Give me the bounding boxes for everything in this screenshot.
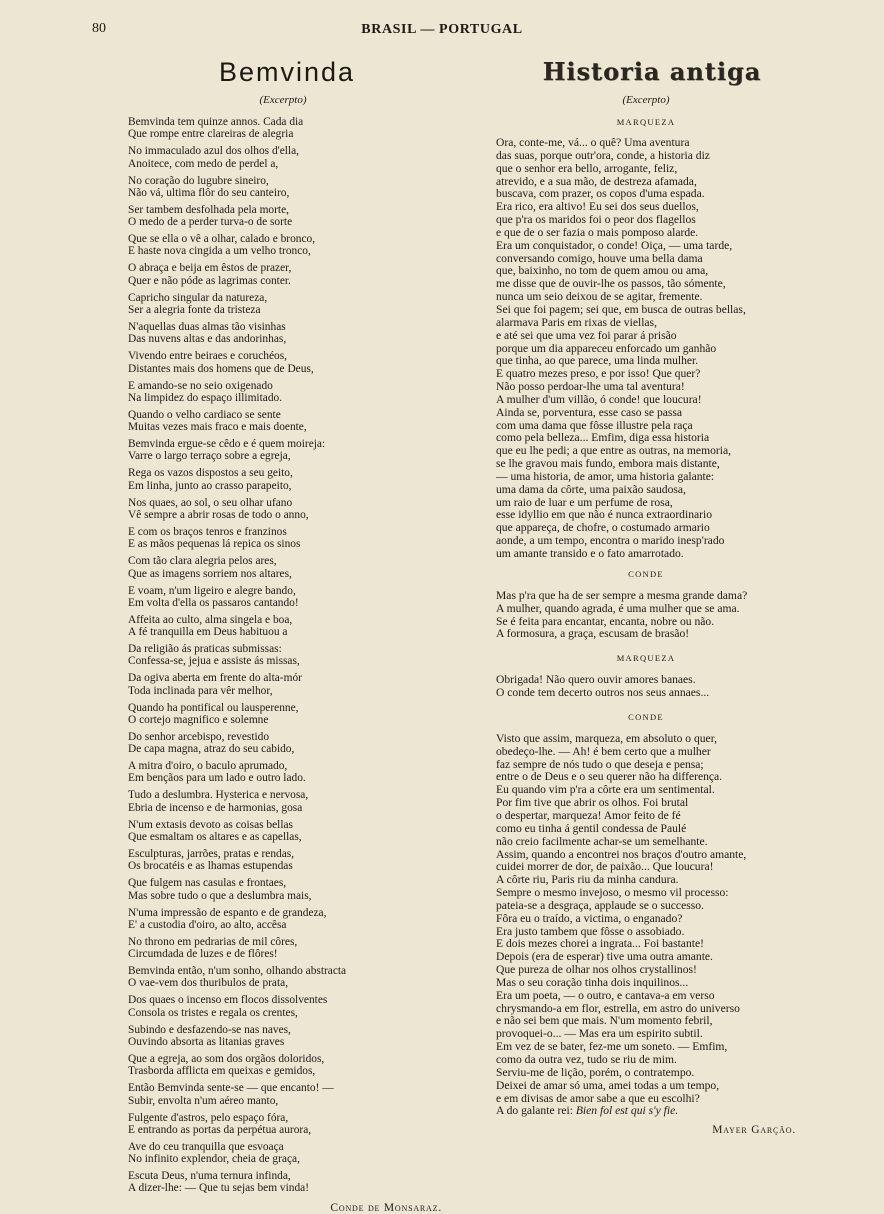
verse-line: Fôra eu o traído, a victima, o enganado?: [496, 911, 683, 925]
verse-line: se lhe gravou mais fundo, embora mais distante,: [496, 457, 720, 471]
verse-line: Capricho singular da natureza,: [128, 291, 268, 304]
stanza: [128, 994, 438, 1019]
stanza: [128, 702, 438, 727]
right-poem-column: [496, 56, 796, 1136]
verse-line: Em bençãos para um lado e outro lado.: [128, 772, 306, 785]
verse-line: Que fulgem nas casulas e frontaes,: [128, 877, 287, 890]
stanza: [128, 643, 438, 668]
verse-line: Ser a alegria fonte da tristeza: [128, 303, 261, 316]
verse-line: Mas o seu coração tinha dois inquilinos...: [496, 975, 689, 989]
verse-line: E quatro mezes preso, e por isso! Que quer?: [496, 367, 701, 381]
stanza: [128, 350, 438, 375]
verse-line: Quando ha pontifical ou lausperenne,: [128, 701, 299, 714]
verse-line: Então Bemvinda sente-se — que encanto! —: [128, 1082, 334, 1095]
stanza: [128, 965, 438, 990]
verse-line: Se é feita para encantar, encanta, nobre ou não.: [496, 614, 715, 628]
verse-line: obedeço-lhe. — Ah! é bem certo que a mulher: [496, 744, 711, 758]
verse-line: No coração do lugubre sineiro,: [128, 174, 269, 187]
verse-line: que tinha, ao que parece, uma linda mulher.: [496, 354, 699, 368]
verse-line: Deixei de amar só uma, amei todas a um tempo,: [496, 1078, 720, 1092]
verse-line: Subir, envolta n'um aéreo manto,: [128, 1094, 279, 1107]
verse-line: Circumdada de luzes e de flôres!: [128, 948, 278, 961]
verse-line: com uma dama que fôsse illustre pela raça: [496, 418, 693, 432]
verse-line: Era um conquistador, o conde! Oiça, — uma tarde,: [496, 238, 733, 252]
dialogue-block: [496, 137, 796, 561]
verse-line: A dizer-lhe: — Que tu sejas bem vinda!: [128, 1182, 310, 1195]
stanza: [128, 467, 438, 492]
verse-line: Vivendo entre beiraes e coruchéos,: [128, 350, 288, 363]
verse-line: O cortejo magnifico e solemne: [128, 713, 269, 726]
stanza: [128, 380, 438, 405]
verse-line: E dois mezes chorei a ingrata... Foi bastante!: [496, 937, 704, 951]
verse-line: Trasborda afflicta em queixas e gemidos,: [128, 1065, 316, 1078]
verse-line: como pela belleza... Emfim, diga essa historia: [496, 431, 710, 445]
verse-line: No infinito explendor, cheia de graça,: [128, 1153, 300, 1166]
verse-line: Bemvinda tem quinze annos. Cada dia: [128, 116, 304, 128]
right-poem-signature: Mayer Garção.: [712, 1124, 796, 1137]
verse-line: — uma historia, de amor, uma historia galante:: [496, 469, 715, 483]
verse-line: que, baixinho, no tom de quem amou ou ama,: [496, 264, 709, 278]
verse-line: que eu lhe pedi; a que entre as outras, na memoria,: [496, 444, 732, 458]
verse-line: N'uma impressão de espanto e de grandeza,: [128, 906, 327, 919]
stanza: [128, 1082, 438, 1107]
verse-line: Quando o velho cardiaco se sente: [128, 408, 281, 421]
verse-line: A do galante rei: Bien fol est qui s'y fie.: [496, 1104, 679, 1118]
stanza: [128, 409, 438, 434]
verse-line: provoquei-o... — Mas era um espirito subtil.: [496, 1027, 703, 1041]
verse-line: o despertar, marqueza! Amor feito de fé: [496, 808, 681, 822]
verse-line: Assim, quando a encontrei nos braços d'outro amante,: [496, 847, 747, 861]
verse-line: Não posso perdoar-lhe uma tal aventura!: [496, 380, 685, 394]
verse-line: entre o de Deus e o seu querer não ha differença.: [496, 770, 723, 784]
verse-line: No immaculado azul dos olhos d'ella,: [128, 145, 299, 158]
verse-line: Em volta d'ella os passaros cantando!: [128, 596, 299, 609]
verse-line: Serviu-me de lição, porém, o contratempo.: [496, 1065, 695, 1079]
verse-line: Ouvindo absorta as litanias graves: [128, 1036, 285, 1049]
verse-line: Toda inclinada para vêr melhor,: [128, 684, 273, 697]
verse-line: Visto que assim, marqueza, em absoluto o quer,: [496, 731, 717, 745]
verse-line: Bemvinda ergue-se cêdo e é quem moireja:: [128, 438, 326, 451]
verse-line: Ainda se, porventura, esse caso se passa: [496, 405, 683, 419]
verse-line: Esculpturas, jarrões, pratas e rendas,: [128, 848, 295, 861]
verse-line: não creio facilmente achar-se um semelhante.: [496, 834, 708, 848]
stanza: [128, 672, 438, 697]
stanza: [128, 526, 438, 551]
verse-line: Muitas vezes mais fraco e mais doente,: [128, 421, 307, 434]
verse-line: das suas, porque outr'ora, conde, a historia diz: [496, 148, 710, 162]
verse-line: como eu tinha á gentil condessa de Paulé: [496, 821, 687, 835]
verse-line: Era rico, era altivo! Eu sei dos seus duellos,: [496, 200, 699, 214]
verse-line: Na limpidez do espaço illimitado.: [128, 391, 283, 404]
stanza: [128, 1024, 438, 1049]
verse-line: E amando-se no seio oxigenado: [128, 379, 273, 392]
stanza: [128, 1053, 438, 1078]
verse-line: Depois (era de esperar) tive uma outra amante.: [496, 950, 713, 964]
verse-line: E com os braços tenros e franzinos: [128, 525, 287, 538]
verse-line: e até sei que uma vez foi parar á prisão: [496, 328, 677, 342]
verse-line: Em linha, junto ao crasso parapeito,: [128, 479, 292, 492]
page-number: 80: [92, 21, 106, 36]
verse-line: E' a custodia d'oiro, ao alto, accêsa: [128, 918, 287, 931]
verse-line: Que pureza de olhar nos olhos crystallinos!: [496, 963, 697, 977]
verse-line: E voam, n'um ligeiro e alegre bando,: [128, 584, 296, 597]
verse-line: e que de o ser fazia o mais pomposo alarde.: [496, 225, 699, 239]
dialogue-block: [496, 590, 796, 641]
running-head: BRASIL — PORTUGAL: [361, 22, 523, 37]
stanza: [128, 936, 438, 961]
verse-line: Da religião ás praticas submissas:: [128, 643, 282, 656]
verse-line: cuidei morrer de dor, de paixão... Que loucura!: [496, 860, 714, 874]
verse-line: Confessa-se, jejua e assiste ás missas,: [128, 655, 300, 668]
verse-line: alarmava Paris em rixas de viellas,: [496, 315, 657, 329]
verse-line: Dos quaes o incenso em flocos dissolventes: [128, 994, 328, 1007]
verse-line: Que a egreja, ao som dos orgãos doloridos,: [128, 1053, 325, 1065]
verse-line: conversando comigo, houve uma bella dama: [496, 251, 703, 265]
verse-line: E entrando as portas da perpétua aurora,: [128, 1123, 312, 1136]
left-poem-title: Bemvinda: [218, 57, 356, 87]
verse-line: me disse que de ouvir-lhe os passos, tão sómente,: [496, 277, 726, 291]
verse-line: Era um poeta, — o outro, e cantava-a em verso: [496, 988, 715, 1002]
verse-line: Da ogiva aberta em frente do alta-mór: [128, 672, 302, 685]
left-poem-signature: Conde de Monsaraz.: [330, 1201, 442, 1214]
stanza: [128, 321, 438, 346]
verse-line: Escuta Deus, n'uma ternura infinda,: [128, 1170, 291, 1183]
verse-line: Ave do ceu tranquilla que esvoaça: [128, 1140, 284, 1153]
stanza: [128, 116, 438, 141]
speaker-label: MARQUEZA: [616, 117, 676, 127]
verse-line: A formosura, a graça, escusam de brasão!: [496, 627, 690, 641]
verse-line: Sei que foi pagem; sei que, em busca de outras bellas,: [496, 302, 746, 316]
left-poem-subtitle: (Excerpto): [259, 94, 307, 106]
verse-line: Bemvinda então, n'um sonho, olhando abstracta: [128, 965, 347, 978]
stanza: [128, 614, 438, 639]
verse-line: Affeita ao culto, alma singela e boa,: [128, 613, 293, 626]
verse-line: Eu quando vim p'ra a côrte era um sentimental.: [496, 783, 715, 797]
stanza: [128, 1112, 438, 1137]
verse-line: Distantes mais dos homens que de Deus,: [128, 362, 314, 375]
verse-line: N'aquellas duas almas tão visinhas: [128, 320, 286, 333]
verse-line: buscava, com prazer, os copos d'uma espada.: [496, 187, 705, 201]
dialogue-block: [496, 674, 796, 700]
verse-line: Consola os tristes e regala os crentes,: [128, 1006, 298, 1019]
verse-line: faz sempre de nós tudo o que deseja e pensa;: [496, 757, 704, 771]
verse-line: pateia-se a desgraça, applaude se o successo.: [496, 898, 704, 912]
stanza: [128, 907, 438, 932]
stanza: [128, 848, 438, 873]
stanza: [128, 585, 438, 610]
verse-line: Sempre o mesmo invejoso, o mesmo vil processo:: [496, 886, 729, 900]
verse-line: Por fim tive que abrir os olhos. Foi brutal: [496, 796, 689, 810]
verse-line: Que se ella o vê a olhar, calado e bronco,: [128, 233, 316, 246]
left-poem-body: [128, 116, 438, 1195]
stanza: [128, 731, 438, 756]
verse-line: como da outra vez, tudo se riu de mim.: [496, 1053, 677, 1066]
verse-line: nunca um seio deixou de se agitar, fremente.: [496, 290, 703, 304]
verse-line: Que as imagens sorriem nos altares,: [128, 567, 292, 580]
stanza: [128, 292, 438, 317]
stanza: [128, 1170, 438, 1195]
verse-line: porque um dia appareceu enforcado um ganhão: [496, 341, 717, 355]
verse-line: Não vá, ultima flôr do seu canteiro,: [128, 186, 290, 199]
right-poem-body: [496, 116, 796, 1118]
verse-line: um amante transido e o fato amarrotado.: [496, 547, 684, 560]
verse-line: A mulher d'um villão, ó conde! que loucura!: [496, 392, 702, 406]
verse-line: Mas p'ra que ha de ser sempre a mesma grande dama?: [496, 588, 748, 602]
stanza: [128, 145, 438, 170]
verse-line: Ser tambem desfolhada pela morte,: [128, 203, 289, 216]
verse-line: Do senhor arcebispo, revestido: [128, 730, 270, 743]
verse-line: No throno em pedrarias de mil côres,: [128, 935, 298, 948]
verse-line: chrysmando-a em flor, estrella, em astro do universo: [496, 1001, 740, 1015]
stanza: [128, 1141, 438, 1166]
stanza: [128, 497, 438, 522]
verse-line: Em vez de se bater, fez-me um soneto. — Emfim,: [496, 1040, 728, 1054]
dialogue-block: [496, 733, 796, 1118]
verse-line: Varre o largo terraço sobre a egreja,: [128, 450, 291, 463]
verse-line: A mulher, quando agrada, é uma mulher que se ama.: [496, 601, 740, 615]
verse-line: Obrigada! Não quero ouvir amores banaes.: [496, 673, 696, 687]
stanza: [128, 877, 438, 902]
speaker-label: CONDE: [628, 711, 664, 722]
verse-line: e em divisas de amor sabe a que eu escolhi?: [496, 1091, 700, 1105]
verse-line: que p'ra os maridos foi o peor dos flagellos: [496, 213, 696, 227]
verse-line: Das nuvens altas e das andorinhas,: [128, 333, 287, 346]
verse-line: Os brocatéis e as lhamas estupendas: [128, 860, 293, 873]
verse-line: O conde tem decerto outros nos seus annaes...: [496, 686, 710, 700]
verse-line: Vê sempre a abrir rosas de todo o anno,: [128, 508, 309, 521]
speaker-label: CONDE: [628, 568, 664, 579]
stanza: [128, 789, 438, 814]
stanza: [128, 438, 438, 463]
verse-line: que o senhor era bello, arrogante, feliz,: [496, 161, 678, 175]
verse-line: Que esmaltam os altares e as capellas,: [128, 831, 302, 844]
verse-line: uma dama da côrte, uma paixão saudosa,: [496, 482, 686, 496]
left-poem-column: [128, 56, 442, 1214]
right-poem-title: Historia antiga: [542, 57, 762, 86]
verse-line: De capa magna, atraz do seu cabido,: [128, 743, 295, 756]
verse-line: que appareça, de chofre, o costumado armario: [496, 521, 710, 535]
verse-line: E haste nova cingida a um velho tronco,: [128, 245, 311, 258]
verse-line: Subindo e desfazendo-se nas naves,: [128, 1023, 291, 1036]
verse-line: N'um extasis devoto as coisas bellas: [128, 818, 293, 831]
verse-line: Mas sobre tudo o que a deslumbra mais,: [128, 889, 312, 902]
stanza: [128, 262, 438, 287]
verse-line: esse idyllio em que não é nunca extraordinario: [496, 508, 713, 522]
verse-line: O medo de a perder turva-o de sorte: [128, 216, 293, 229]
verse-line: Que rompe entre clareiras de alegria: [128, 128, 294, 141]
verse-line: Ebria de incenso e de harmonias, gosa: [128, 801, 303, 814]
verse-line: Ora, conte-me, vá... o quê? Uma aventura: [496, 136, 690, 149]
stanza: [128, 233, 438, 258]
verse-line: A côrte riu, Paris riu da minha candura.: [496, 873, 679, 887]
verse-line: Rega os vazos dispostos a seu geito,: [128, 467, 293, 480]
stanza: [128, 819, 438, 844]
speaker-label: MARQUEZA: [616, 653, 676, 664]
verse-line: O vae-vem dos thuribulos de prata,: [128, 977, 289, 990]
verse-line: A fé tranquilla em Deus habituou a: [128, 626, 288, 639]
right-poem-subtitle: (Excerpto): [622, 94, 670, 106]
verse-line: Com tão clara alegria pelos ares,: [128, 555, 277, 568]
verse-line: Fulgente d'astros, pelo espaço fóra,: [128, 1111, 289, 1124]
verse-line: um raio de luar e um perfume de rosa,: [496, 495, 673, 509]
verse-line: O abraça e beija em êstos de prazer,: [128, 262, 292, 275]
stanza: [128, 175, 438, 200]
verse-line: Quer e não póde as lagrimas conter.: [128, 274, 291, 287]
verse-line: Tudo a deslumbra. Hysterica e nervosa,: [128, 789, 309, 802]
verse-line: E as mãos pequenas lá repica os sinos: [128, 538, 301, 551]
verse-line: atrevido, e a sua mão, de destreza afamada,: [496, 174, 697, 188]
verse-line: Era justo tambem que fôsse o assobiado.: [496, 924, 685, 938]
stanza: [128, 204, 438, 229]
verse-line: aonde, a um tempo, encontra o marido inesp'rado: [496, 534, 725, 548]
stanza: [128, 555, 438, 580]
verse-line: A mitra d'oiro, o baculo aprumado,: [128, 760, 288, 773]
stanza: [128, 760, 438, 785]
verse-line: e não sei bem que mais. N'um momento febril,: [496, 1014, 713, 1028]
verse-line: Nos quaes, ao sol, o seu olhar ufano: [128, 496, 293, 509]
verse-line: Anoitece, com medo de perdel a,: [128, 157, 279, 170]
